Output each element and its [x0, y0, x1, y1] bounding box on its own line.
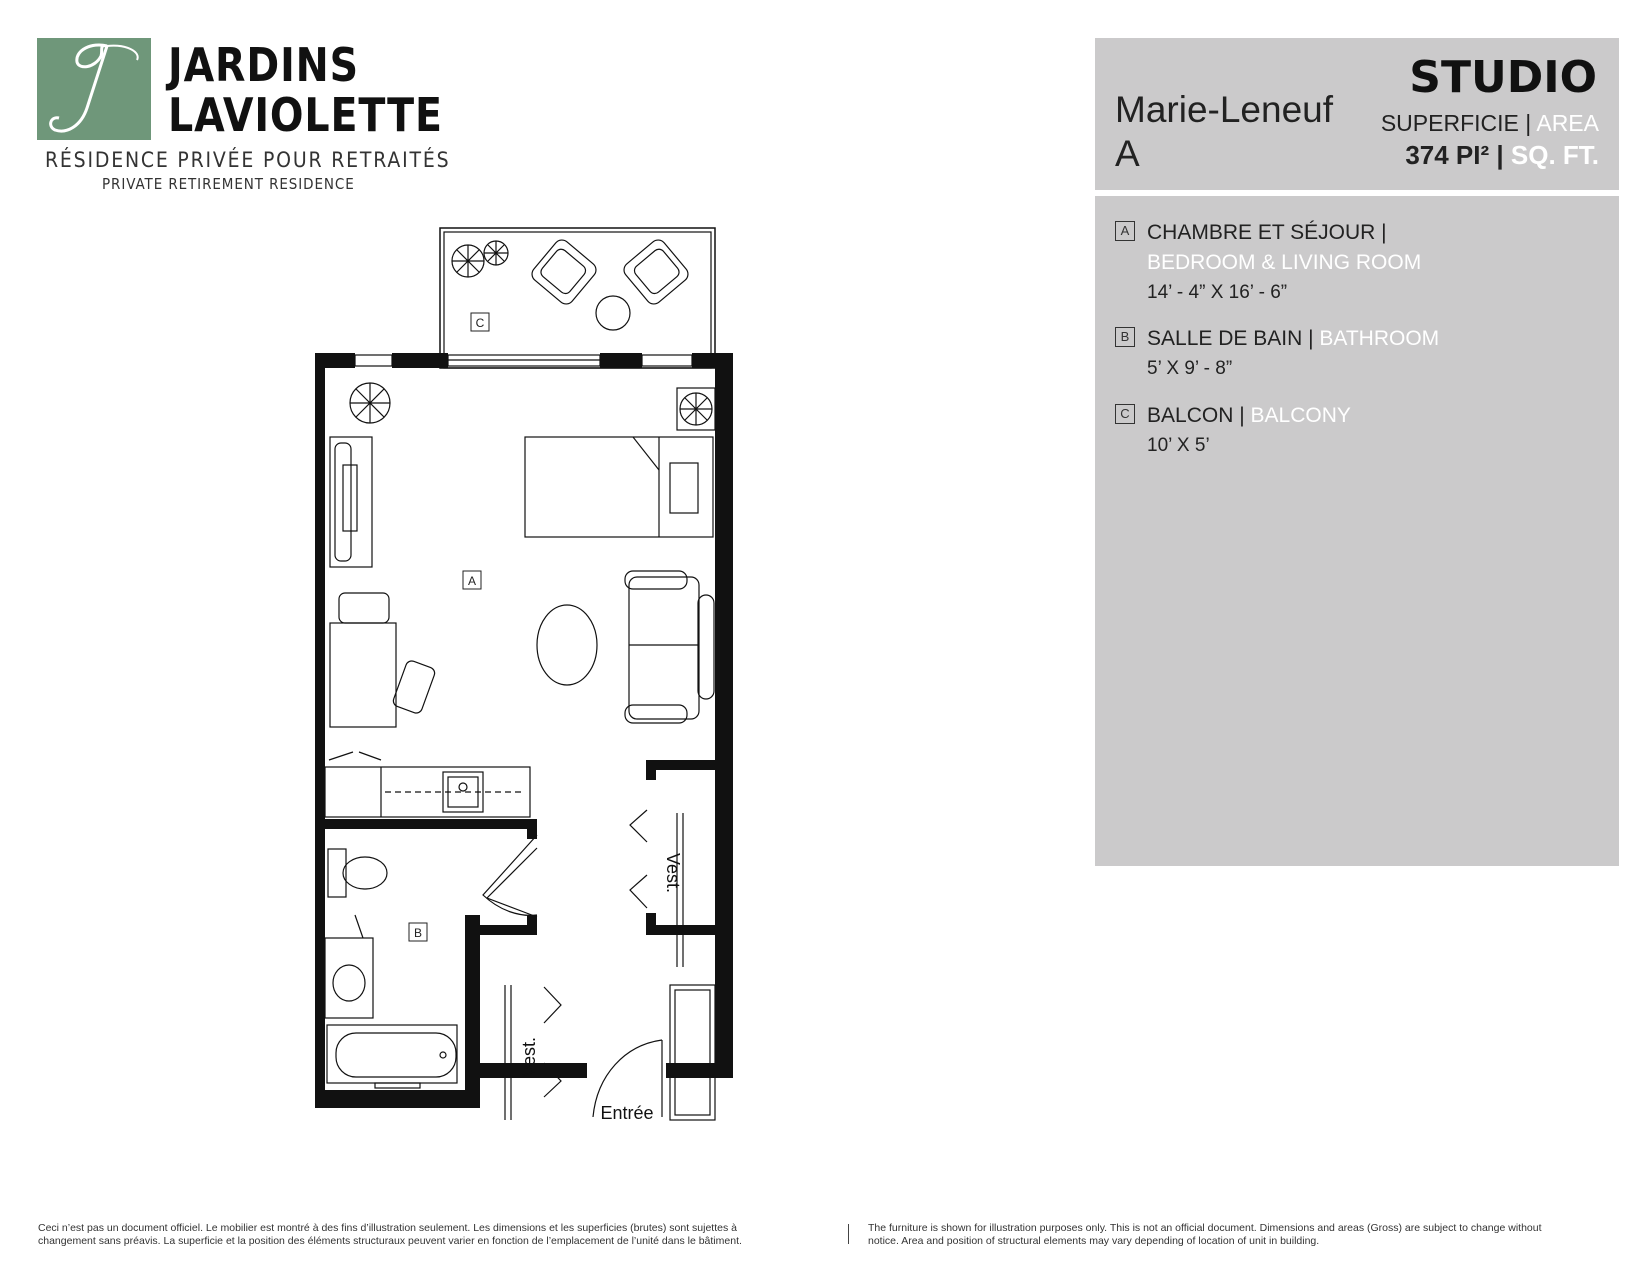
area-value: [1405, 140, 1599, 171]
svg-text:B: B: [413, 926, 423, 940]
brand-name-line2: LAVIOLETTE: [168, 88, 443, 142]
tagline-english: PRIVATE RETIREMENT RESIDENCE: [102, 175, 355, 193]
brand-name-line1: JARDINS: [168, 38, 359, 92]
bed: [525, 437, 713, 537]
floor-plan: [315, 225, 785, 1175]
bathtub-icon: [327, 1025, 457, 1088]
desk: [330, 593, 436, 727]
room-name-en: BATHROOM: [1319, 327, 1440, 350]
room-dimensions: 5’ X 9’ - 8”: [1147, 358, 1233, 379]
area-value-fr: 374 PI²: [1405, 140, 1490, 170]
room-key: C: [1115, 404, 1135, 424]
room-name-fr: CHAMBRE ET SÉJOUR |: [1147, 221, 1387, 244]
room-details: [1147, 218, 1421, 308]
area-value-separator: |: [1489, 140, 1511, 170]
balcony-plant-icon: [452, 241, 508, 277]
room-name-fr: BALCON |: [1147, 404, 1245, 427]
toilet-icon: [328, 849, 387, 897]
room-name-fr: SALLE DE BAIN |: [1147, 327, 1314, 350]
sink-icon: [325, 915, 373, 1018]
unit-name-line2: A: [1115, 133, 1140, 174]
unit-name: [1115, 88, 1333, 176]
coffee-table: [537, 605, 597, 685]
disclaimer-english: [868, 1222, 1542, 1248]
kitchenette: [325, 752, 530, 817]
sofa: [625, 571, 714, 723]
balcony-table-icon: [596, 296, 630, 330]
dresser: [330, 437, 372, 567]
unit-header-panel: [1095, 38, 1619, 190]
disclaimer-en-line1: The furniture is shown for illustration purposes only. This is not an official document. Dimensions and areas (Gross) are subject to change without: [868, 1222, 1542, 1234]
svg-text:C: C: [475, 316, 485, 330]
disclaimer-fr-line2: changement sans préavis. La superficie et la position des éléments structuraux peuvent varier en fonction de l’emplacement de l’unité dans le bâtiment.: [38, 1235, 742, 1247]
armchair-icon: [529, 237, 599, 307]
area-unit-en: SQ. FT.: [1510, 140, 1599, 170]
tagline-french: RÉSIDENCE PRIVÉE POUR RETRAITÉS: [45, 148, 451, 172]
room-key: A: [1115, 221, 1135, 241]
unit-type: STUDIO: [1409, 52, 1597, 103]
unit-name-line1: Marie-Leneuf: [1115, 89, 1334, 130]
armchair-icon: [621, 237, 691, 307]
closet-label-right: Vest.: [663, 852, 683, 894]
entry-shelf: [670, 985, 715, 1120]
room-name-en: BALCONY: [1250, 404, 1351, 427]
room-key: B: [1115, 327, 1135, 347]
area-label: [1381, 110, 1599, 137]
area-separator: |: [1518, 110, 1537, 136]
plan-key-b: [409, 923, 427, 941]
entry-label: Entrée: [600, 1103, 654, 1123]
room-details: [1147, 324, 1439, 384]
disclaimer-en-line2: notice. Area and position of structural elements may vary depending of location of unit in building.: [868, 1235, 1320, 1247]
rooms-panel: [1095, 196, 1619, 866]
area-label-en: AREA: [1536, 110, 1599, 136]
disclaimer-french: [38, 1222, 742, 1248]
closet-label-left: Vest.: [519, 1036, 539, 1078]
balcony: [440, 228, 715, 368]
room-details: [1147, 401, 1351, 461]
disclaimer-fr-line1: Ceci n’est pas un document officiel. Le mobilier est montré à des fins d’illustration seulement. Les dimensions et les superficies (brutes) sont sujettes à: [38, 1222, 737, 1234]
footer-divider: [848, 1224, 849, 1244]
room-name-en: BEDROOM & LIVING ROOM: [1147, 251, 1422, 274]
plan-key-c: [471, 313, 489, 331]
plan-key-a: [463, 571, 481, 589]
living-plant-icon: [350, 383, 390, 423]
fan-icon: [677, 388, 715, 430]
svg-text:A: A: [467, 574, 477, 588]
room-dimensions: 10’ X 5’: [1147, 435, 1210, 456]
room-dimensions: 14’ - 4” X 16’ - 6”: [1147, 282, 1288, 303]
logo-mark: [37, 38, 151, 140]
area-label-fr: SUPERFICIE: [1380, 110, 1519, 136]
